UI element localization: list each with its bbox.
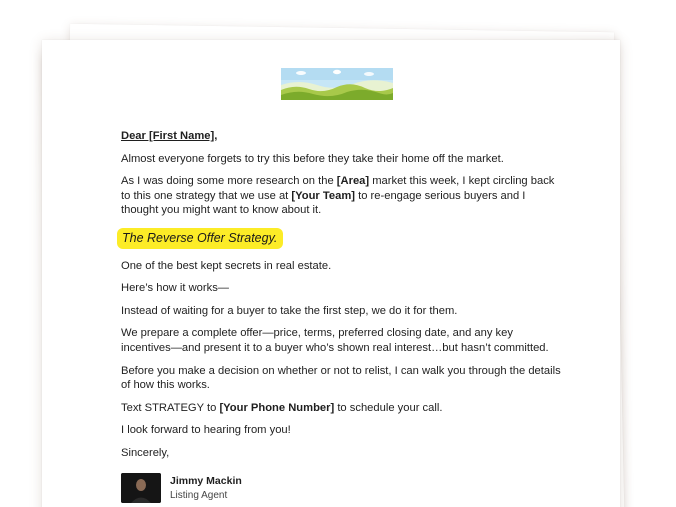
text-cta-paragraph — [121, 401, 561, 416]
cta-text: to schedule your call. — [334, 401, 443, 414]
landscape-illustration — [281, 68, 393, 100]
signature-block — [121, 473, 561, 503]
letter-sheet — [42, 40, 620, 507]
phone-placeholder: [Your Phone Number] — [219, 401, 335, 414]
how-it-works-paragraph: Here’s how it works— — [121, 282, 229, 295]
secret-paragraph: One of the best kept secrets in real estate. — [121, 259, 332, 272]
relist-paragraph: Before you make a decision on whether or not to relist, I can walk you through the details of how this works. — [121, 364, 561, 392]
signature-name: Jimmy Mackin — [170, 474, 242, 487]
header-landscape-image — [281, 68, 393, 100]
research-paragraph — [121, 174, 561, 218]
research-text: to re-engage serious buyers and I thought you might want to know about it. — [121, 189, 526, 217]
signoff: Sincerely, — [121, 446, 170, 459]
research-text: market this week, I kept circling back to this one strategy that we use at — [121, 175, 555, 202]
agent-photo — [121, 473, 161, 503]
strategy-heading-wrap — [117, 228, 561, 249]
research-text: As I was doing some more research on the — [121, 175, 337, 188]
cta-text: Text STRATEGY to — [121, 401, 220, 414]
intro-paragraph: Almost everyone forgets to try this before they take their home off the market. — [121, 152, 504, 165]
instead-paragraph: Instead of waiting for a buyer to take the first step, we do it for them. — [121, 304, 458, 317]
signature-title: Listing Agent — [170, 489, 228, 501]
letter-greeting: Dear [First Name], — [121, 130, 218, 142]
avatar — [121, 473, 161, 503]
strategy-heading: The Reverse Offer Strategy. — [117, 228, 283, 249]
prepare-paragraph: We prepare a complete offer—price, terms, preferred closing date, and any key incentives—and present it to a buyer who’s shown real interest…but hasn’t committed. — [121, 327, 549, 354]
area-placeholder: [Area] — [336, 175, 370, 188]
closing-paragraph: I look forward to hearing from you! — [121, 424, 291, 437]
team-placeholder: [Your Team] — [291, 189, 356, 202]
letter-body — [121, 129, 561, 503]
